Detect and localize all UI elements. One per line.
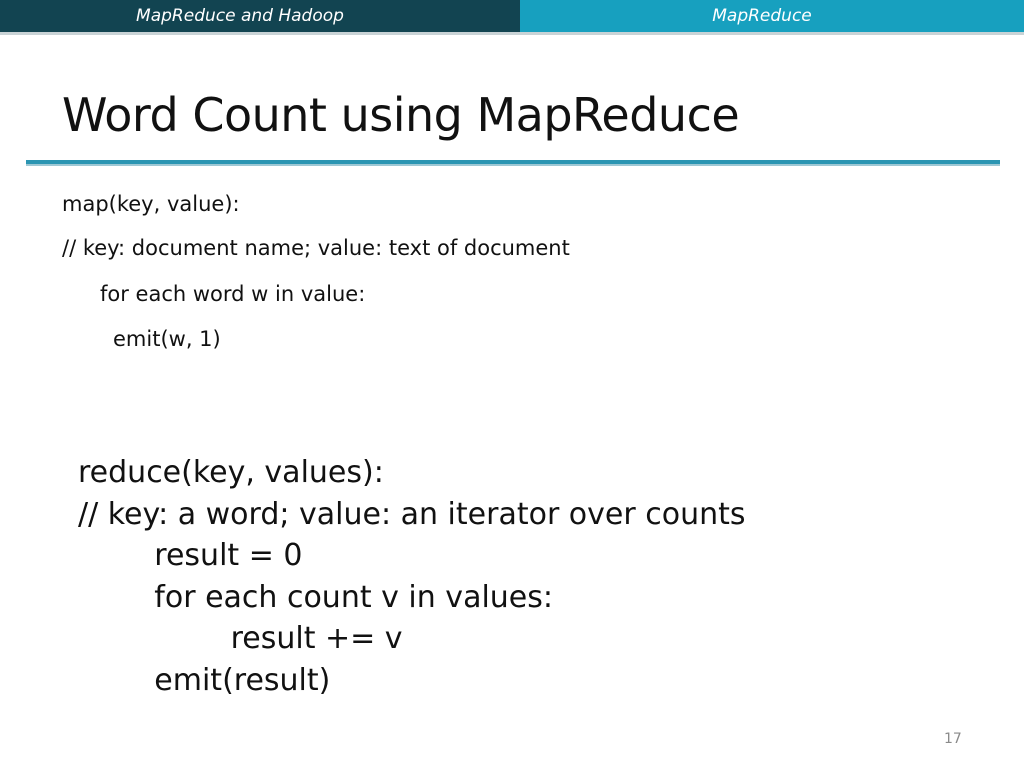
map-loop-line: for each word w in value:: [100, 282, 366, 306]
header-bar: [0, 0, 1024, 32]
reduce-comment-line: // key: a word; value: an iterator over counts: [78, 496, 746, 532]
title-underline-shadow: [26, 164, 1000, 166]
map-comment-line: // key: document name; value: text of document: [62, 236, 570, 260]
reduce-emit-line: emit(result): [78, 662, 331, 698]
reduce-code-block: [78, 452, 746, 701]
map-emit-line: emit(w, 1): [113, 327, 221, 351]
reduce-signature-line: reduce(key, values):: [78, 455, 384, 490]
header-section-course: MapReduce and Hadoop: [0, 0, 520, 32]
header-section-topic: MapReduce: [520, 0, 1024, 32]
slide-title: Word Count using MapReduce: [62, 88, 740, 142]
reduce-loop-line: for each count v in values:: [78, 579, 553, 615]
map-signature-line: map(key, value):: [62, 192, 240, 216]
reduce-init-line: result = 0: [78, 538, 303, 573]
page-number: 17: [944, 731, 962, 747]
header-divider: [0, 32, 1024, 35]
reduce-accumulate-line: result += v: [78, 621, 403, 656]
